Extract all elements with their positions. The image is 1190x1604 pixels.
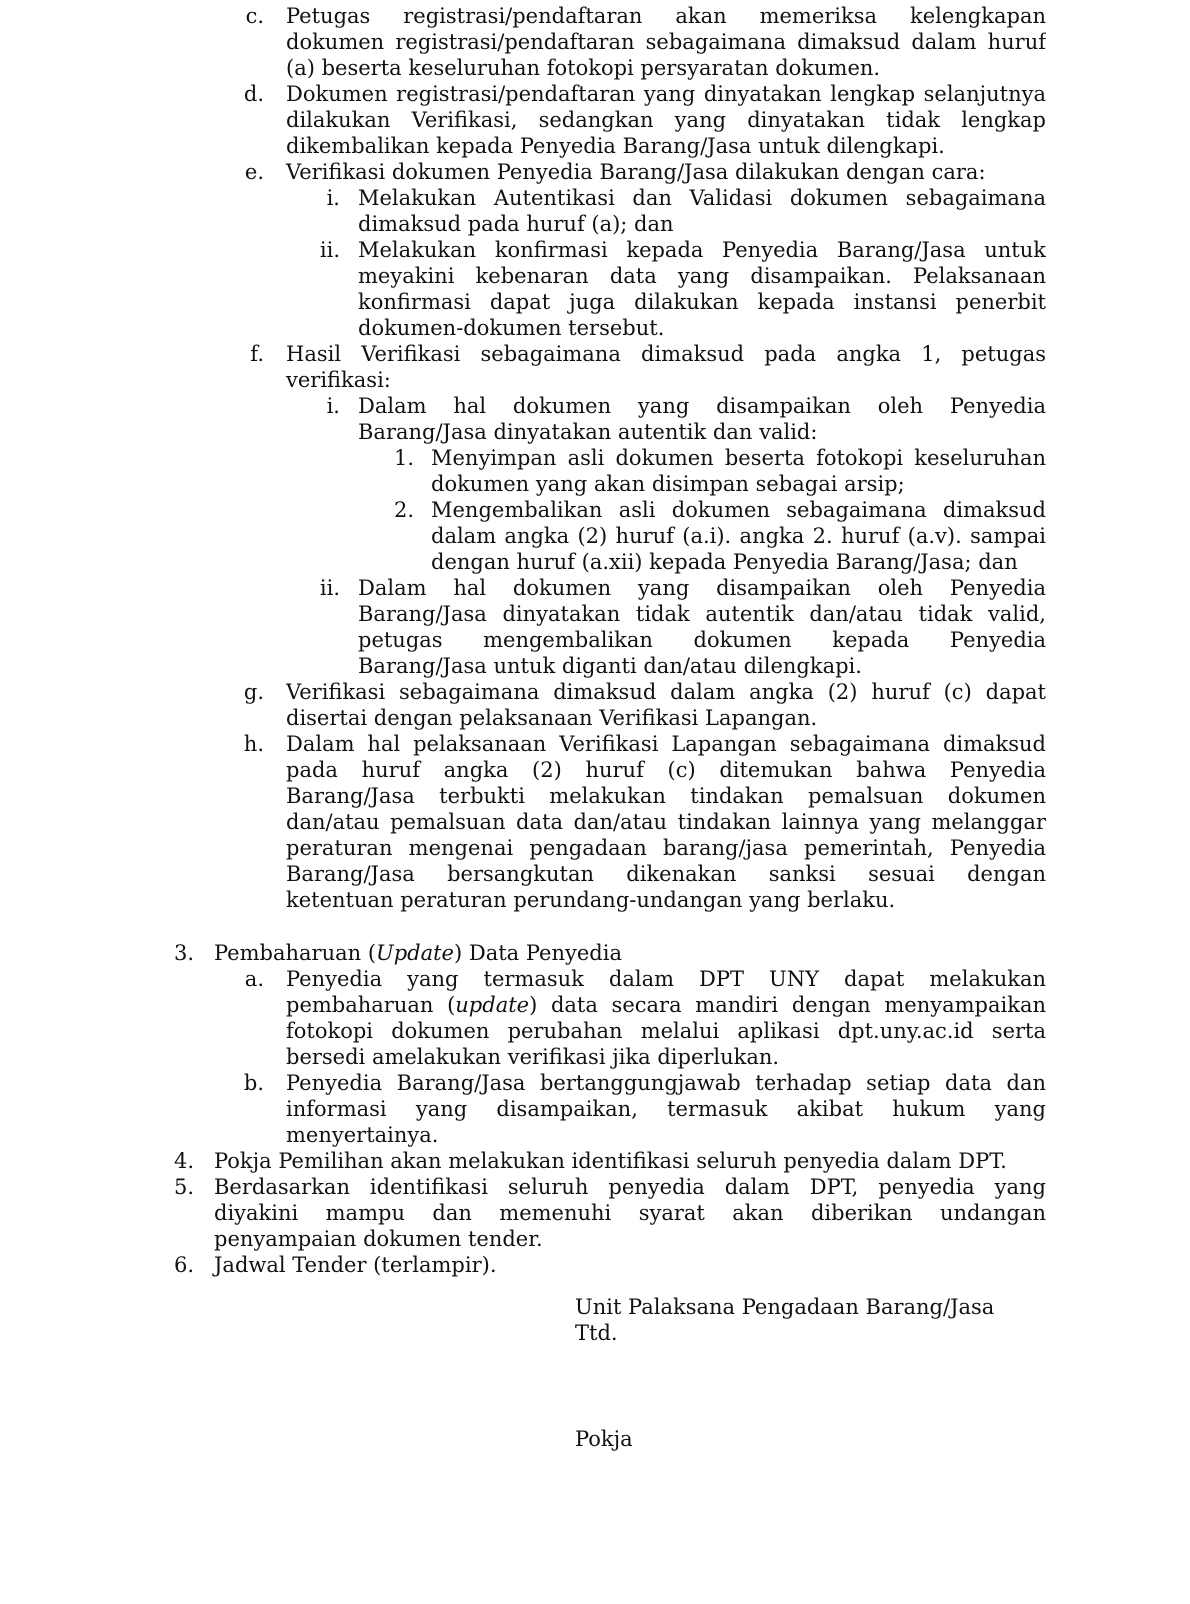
list-label-5: 5. [173, 1175, 194, 1199]
item-3a-line-4: bersedi amelakukan verifikasi jika diperlukan. [286, 1045, 780, 1069]
item-f-ii-line-4: Barang/Jasa untuk diganti dan/atau dilengkapi. [358, 654, 862, 678]
item-h-line-2: pada huruf angka (2) huruf (c) ditemukan bahwa Penyedia [286, 758, 1046, 782]
list-label-f-i: i. [326, 394, 340, 418]
item-e-i-line-1: Melakukan Autentikasi dan Validasi dokumen sebagaimana [358, 186, 1046, 210]
list-label-g: g. [243, 680, 264, 704]
item-3b-line-3: menyertainya. [286, 1123, 439, 1147]
item-3a-line-1: Penyedia yang termasuk dalam DPT UNY dapat melakukan [286, 967, 1046, 991]
list-label-c: c. [245, 4, 264, 28]
item-6-line-1: Jadwal Tender (terlampir). [214, 1253, 497, 1277]
list-label-f-ii: ii. [319, 576, 340, 600]
item-c-line-2: dokumen registrasi/pendaftaran sebagaimana dimaksud dalam huruf [286, 30, 1046, 54]
item-f-line-2: verifikasi: [286, 368, 391, 392]
list-label-f-i-2: 2. [393, 498, 414, 522]
item-d-line-2: dilakukan Verifikasi, sedangkan yang dinyatakan tidak lengkap [286, 108, 1046, 132]
item-e-ii-line-2: meyakini kebenaran data yang disampaikan. Pelaksanaan [358, 264, 1046, 288]
item-g-line-2: disertai dengan pelaksanaan Verifikasi Lapangan. [286, 706, 818, 730]
item-e-ii-line-3: konfirmasi dapat juga dilakukan kepada instansi penerbit [358, 290, 1046, 314]
list-label-e-i: i. [326, 186, 340, 210]
item-c-line-1: Petugas registrasi/pendaftaran akan memeriksa kelengkapan [286, 4, 1046, 28]
item-e-line-1: Verifikasi dokumen Penyedia Barang/Jasa dilakukan dengan cara: [286, 160, 986, 184]
item-h-line-7: ketentuan peraturan perundang-undangan yang berlaku. [286, 888, 896, 912]
item-h-line-4: dan/atau pemalsuan data dan/atau tindakan lainnya yang melanggar [286, 810, 1046, 834]
item-e-i-line-2: dimaksud pada huruf (a); dan [358, 212, 674, 236]
item-5-line-3: penyampaian dokumen tender. [214, 1227, 543, 1251]
item-g-line-1: Verifikasi sebagaimana dimaksud dalam angka (2) huruf (c) dapat [286, 680, 1046, 704]
list-label-3: 3. [173, 941, 194, 965]
item-d-line-1: Dokumen registrasi/pendaftaran yang dinyatakan lengkap selanjutnya [286, 82, 1046, 106]
item-d-line-3: dikembalikan kepada Penyedia Barang/Jasa untuk dilengkapi. [286, 134, 945, 158]
signature-ttd: Ttd. [575, 1321, 618, 1345]
item-f-ii-line-3: petugas mengembalikan dokumen kepada Penyedia [358, 628, 1046, 652]
list-label-4: 4. [173, 1149, 194, 1173]
list-label-3a: a. [244, 967, 264, 991]
item-f-i-line-2: Barang/Jasa dinyatakan autentik dan valid: [358, 420, 818, 444]
item-h-line-1: Dalam hal pelaksanaan Verifikasi Lapangan sebagaimana dimaksud [286, 732, 1046, 756]
item-f-ii-line-1: Dalam hal dokumen yang disampaikan oleh Penyedia [358, 576, 1046, 600]
item-5-line-1: Berdasarkan identifikasi seluruh penyedia dalam DPT, penyedia yang [214, 1175, 1046, 1199]
item-h-line-5: peraturan mengenai pengadaan barang/jasa pemerintah, Penyedia [286, 836, 1046, 860]
item-3-title: Pembaharuan (Update) Data Penyedia [214, 941, 622, 965]
item-3b-line-1: Penyedia Barang/Jasa bertanggungjawab terhadap setiap data dan [286, 1071, 1046, 1095]
list-label-d: d. [243, 82, 264, 106]
signature-name: Pokja [575, 1427, 633, 1451]
list-label-f-i-1: 1. [393, 446, 414, 470]
list-label-f: f. [250, 342, 264, 366]
list-label-e: e. [244, 160, 264, 184]
item-f-line-1: Hasil Verifikasi sebagaimana dimaksud pada angka 1, petugas [286, 342, 1046, 366]
item-3a-line-2: pembaharuan (update) data secara mandiri dengan menyampaikan [286, 993, 1046, 1017]
list-label-3b: b. [243, 1071, 264, 1095]
item-h-line-6: Barang/Jasa bersangkutan dikenakan sanksi sesuai dengan [286, 862, 1046, 886]
item-4-line-1: Pokja Pemilihan akan melakukan identifikasi seluruh penyedia dalam DPT. [214, 1149, 1007, 1173]
list-label-h: h. [243, 732, 264, 756]
item-c-line-3: (a) beserta keseluruhan fotokopi persyaratan dokumen. [286, 56, 881, 80]
item-e-ii-line-4: dokumen-dokumen tersebut. [358, 316, 665, 340]
signature-unit: Unit Palaksana Pengadaan Barang/Jasa [575, 1295, 995, 1319]
item-f-i-1-line-2: dokumen yang akan disimpan sebagai arsip; [431, 472, 905, 496]
list-label-e-ii: ii. [319, 238, 340, 262]
item-3a-line-3: fotokopi dokumen perubahan melalui aplikasi dpt.uny.ac.id serta [286, 1019, 1046, 1043]
list-label-6: 6. [173, 1253, 194, 1277]
item-f-i-line-1: Dalam hal dokumen yang disampaikan oleh Penyedia [358, 394, 1046, 418]
item-e-ii-line-1: Melakukan konfirmasi kepada Penyedia Barang/Jasa untuk [358, 238, 1046, 262]
item-f-i-2-line-2: dalam angka (2) huruf (a.i). angka 2. huruf (a.v). sampai [431, 524, 1046, 548]
item-f-ii-line-2: Barang/Jasa dinyatakan tidak autentik dan/atau tidak valid, [358, 602, 1046, 626]
item-3b-line-2: informasi yang disampaikan, termasuk akibat hukum yang [286, 1097, 1046, 1121]
item-h-line-3: Barang/Jasa terbukti melakukan tindakan pemalsuan dokumen [286, 784, 1046, 808]
item-f-i-1-line-1: Menyimpan asli dokumen beserta fotokopi keseluruhan [431, 446, 1046, 470]
item-f-i-2-line-3: dengan huruf (a.xii) kepada Penyedia Barang/Jasa; dan [431, 550, 1018, 574]
item-f-i-2-line-1: Mengembalikan asli dokumen sebagaimana dimaksud [431, 498, 1046, 522]
item-5-line-2: diyakini mampu dan memenuhi syarat akan diberikan undangan [214, 1201, 1046, 1225]
